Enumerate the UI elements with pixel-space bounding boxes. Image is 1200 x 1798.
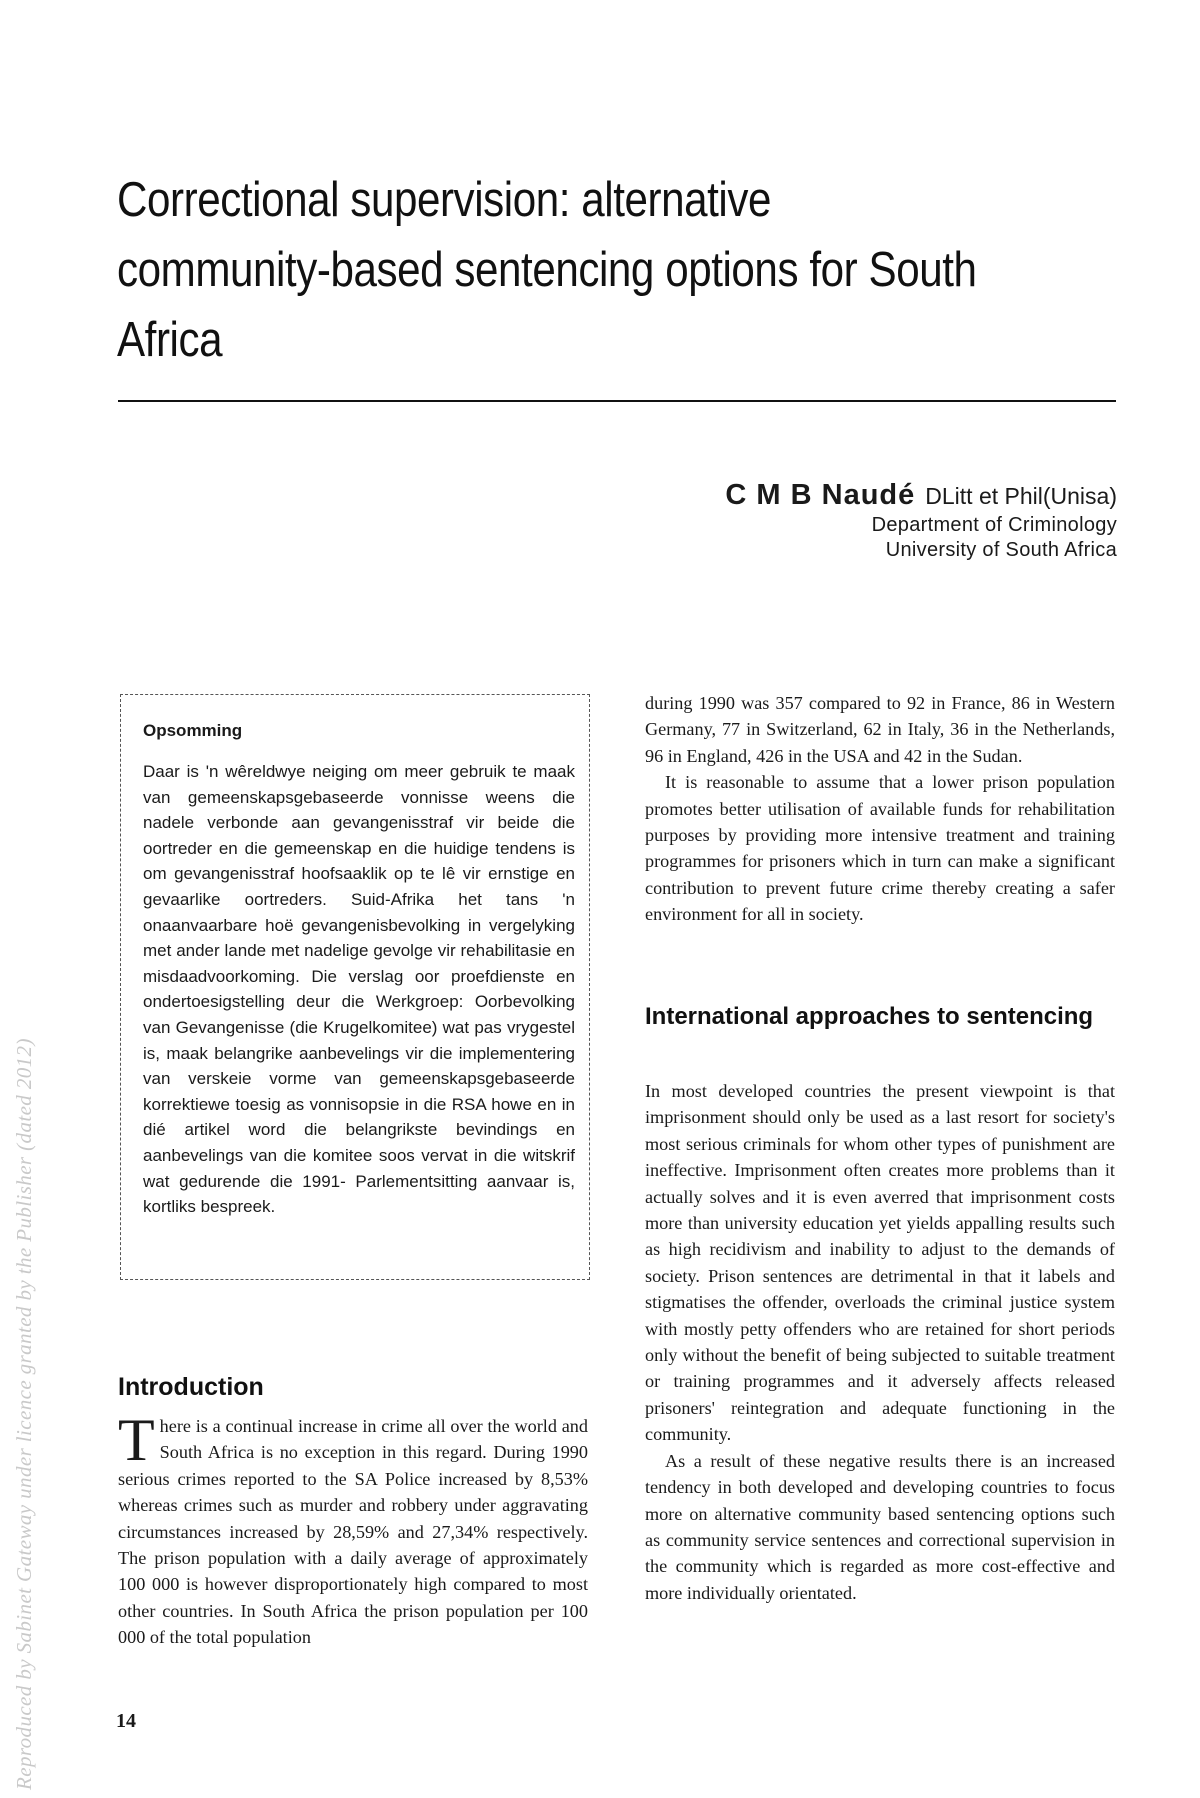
imprisonment-paragraph: In most developed countries the present viewpoint is that imprisonment should only be used as a last resort for society's most serious criminals for whom other types of punishment are ineffective. Imprisonment often creates more problems than it actually solves and it is even averred that imprisonment costs more than university education yet yields appalling results such as high recidivism and inability to adjust to the demands of society. Prison sentences are detrimental in that it labels and stigmatises the offender, overloads the criminal justice system with mostly petty offenders who are retained for short periods only without the benefit of being subjected to suitable treatment or training programmes and it adversely affects released prisoners' reintegration and adequate functioning in the community. xyxy=(645,1081,1115,1445)
international-approaches-heading: International approaches to sentencing xyxy=(645,1003,1094,1030)
summary-heading: Opsomming xyxy=(143,721,243,740)
article-title: Correctional supervision: alternative community-based sentencing options for South Africa xyxy=(117,173,977,367)
summary-text: Daar is 'n wêreldwye neiging om meer gebruik te maak van gemeenskapsgebaseerde vonnisse weens die nadele verbonde aan gevangenisstraf vir beide die oortreder en die gemeenskap en die huidige tendens is om gevangenisstraf hoofsaaklik op te lê vir ernstige en gevaarlike oortreders. Suid-Afrika het tans 'n onaanvaarbare hoë gevangenisbevolking in vergelyking met ander lande met nadelige gevolge vir rehabilitasie en misdaadvoorkoming. Die verslag oor proefdienste en ondertoesigstelling deur die Werkgroep: Oorbevolking van Gevangenisse (die Krugelkomitee) wat pas vrygestel is, maak belangrike aanbevelings vir die implementering van verskeie vorme van gemeenskapsgebaseerde korrektiewe toesig as vonnisopsie in die RSA howe en in dié artikel word die belangrikste bevindings en aanbevelings van die komitee soos vervat in die witskrif wat gedurende die 1991- Parlementsitting aanvaar is, kortliks bespreek. xyxy=(143,762,575,1217)
author-block xyxy=(725,479,1117,563)
author-line xyxy=(725,479,1117,513)
continuation-paragraph: during 1990 was 357 compared to 92 in France, 86 in Western Germany, 77 in Switzerland, 62 in Italy, 36 in the Netherlands, 96 in England, 426 in the USA and 42 in the Sudan. xyxy=(645,693,1115,766)
alternatives-paragraph: As a result of these negative results there is an increased tendency in both developed and developing countries to focus more on alternative community based sentencing options such as community service sentences and correctional supervision in the community which is regarded as more cost-effective and more individually orientated. xyxy=(645,1450,1115,1603)
author-university: University of South Africa xyxy=(885,539,1117,561)
author-department: Department of Criminology xyxy=(871,514,1117,536)
right-column-top xyxy=(645,690,1115,928)
rehabilitation-paragraph: It is reasonable to assume that a lower prison population promotes better utilisation of available funds for rehabilitation purposes by providing more intensive treatment and training programmes for prisoners which in turn can make a significant contribution to prevent future crime thereby creating a safer environment for all in society. xyxy=(645,772,1115,925)
author-degree: DLitt et Phil(Unisa) xyxy=(925,483,1117,509)
page-number: 14 xyxy=(116,1710,136,1732)
introduction-text xyxy=(118,1407,588,1651)
title-divider xyxy=(118,400,1116,402)
right-column-bottom xyxy=(645,1078,1115,1606)
author-name: C M B Naudé xyxy=(725,479,916,511)
summary-box xyxy=(120,694,590,1280)
introduction-heading: Introduction xyxy=(118,1373,264,1401)
introduction-paragraph: here is a continual increase in crime all over the world and South Africa is no exception in this regard. During 1990 serious crimes reported to the SA Police increased by 8,53% whereas crimes such as murder and robbery under aggravating circumstances increased by 28,59% and 27,34% respectively. The prison population with a daily average of approximately 100 000 is however disproportionately high compared to most other countries. In South Africa the prison population per 100 000 of the total population xyxy=(118,1416,588,1648)
drop-cap: T xyxy=(118,1407,155,1473)
publisher-watermark: Reproduced by Sabinet Gateway under licence granted by the Publisher (dated 2012) xyxy=(12,1038,36,1790)
